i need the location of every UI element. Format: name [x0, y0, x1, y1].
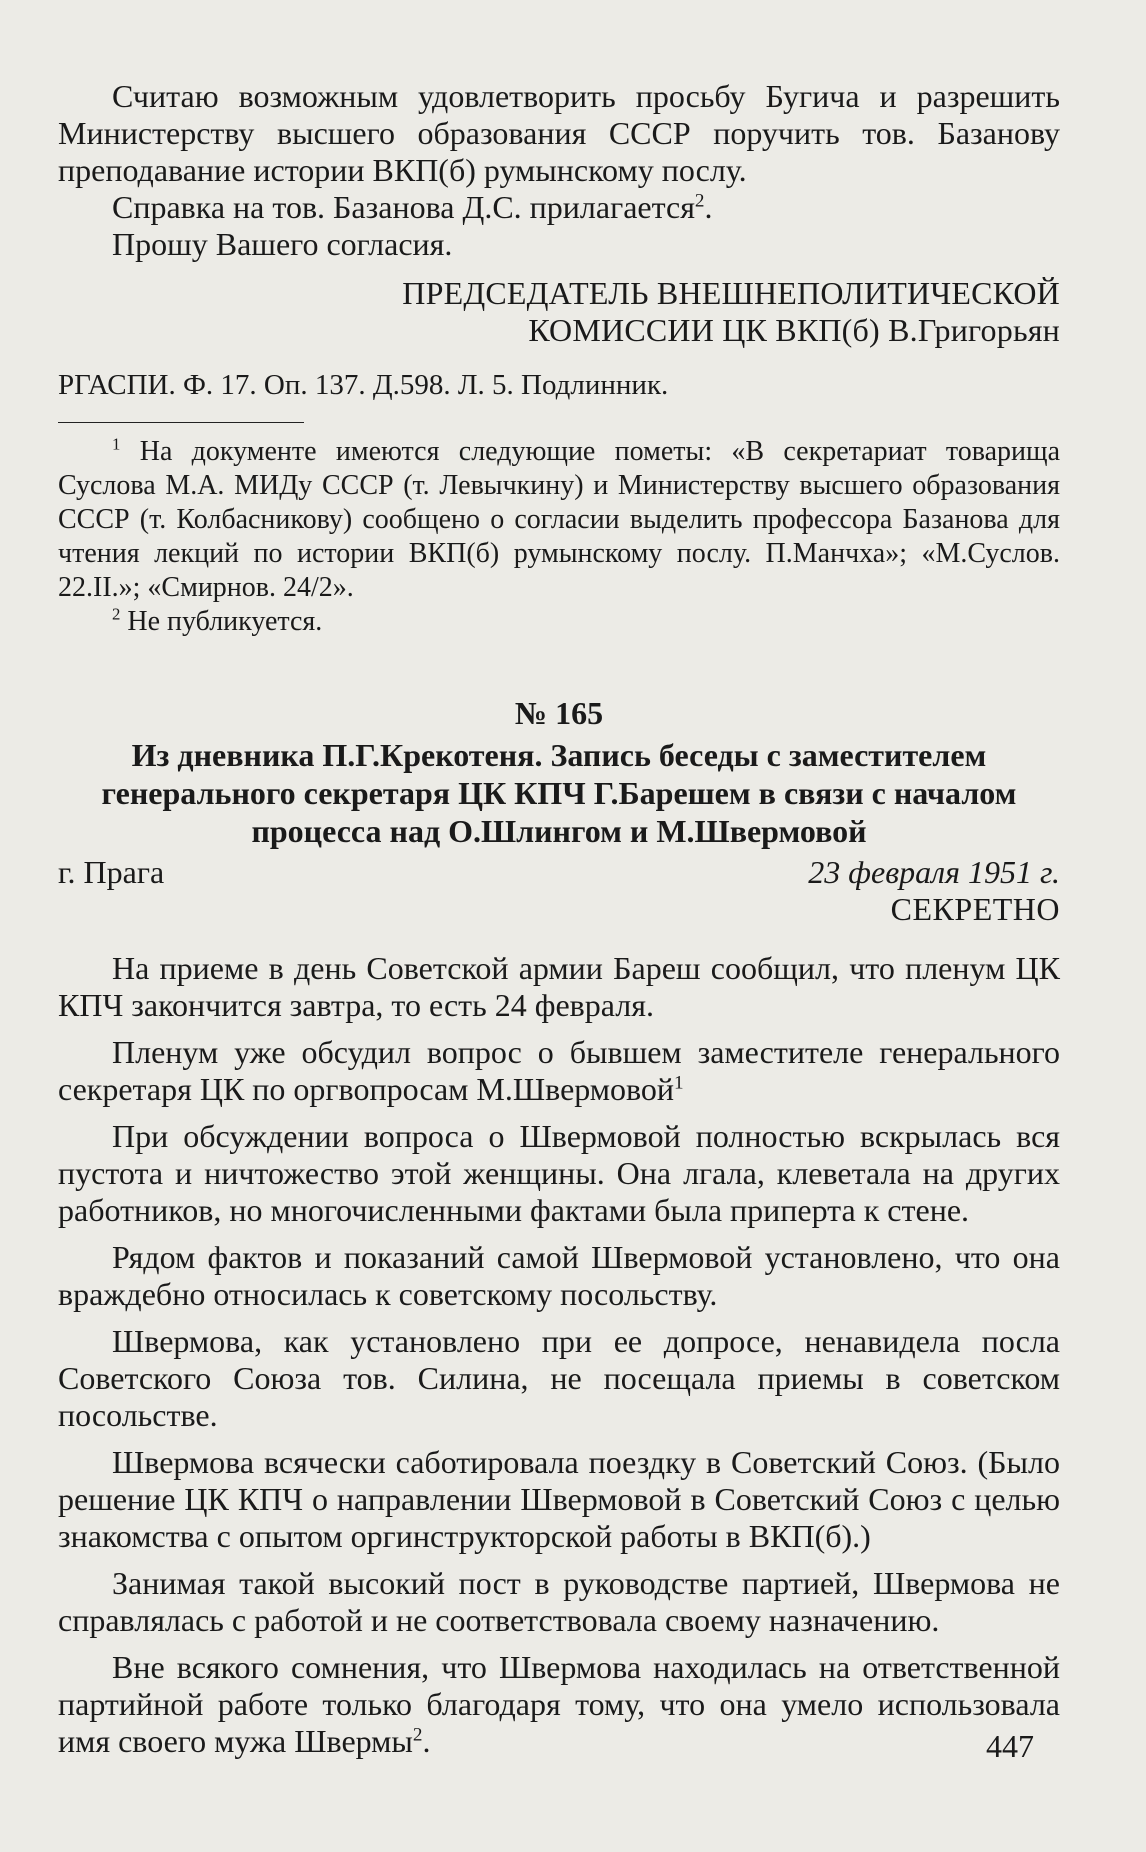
- body-paragraph: Швермова всячески саботировала поездку в Советский Союз. (Было решение ЦК КПЧ о направлении Швермовой в Советский Союз с целью знакомства с опытом оргинструкторской работы в ВКП(б).): [58, 1444, 1060, 1554]
- body-paragraph: При обсуждении вопроса о Швермовой полностью вскрылась вся пустота и ничтожество этой женщины. Она лгала, клеветала на других работников, но многочисленными фактами была приперта к стене.: [58, 1118, 1060, 1228]
- footnote-ref[interactable]: 2: [694, 190, 705, 212]
- intro-paragraph: Прошу Вашего согласия.: [112, 226, 453, 262]
- body-paragraph: Швермова, как установлено при ее допросе, ненавидела посла Советского Союза тов. Силина, не посещала приемы в советском посольстве.: [58, 1323, 1060, 1433]
- footnote-mark: 2: [112, 604, 121, 624]
- body-paragraph: Рядом фактов и показаний самой Швермовой установлено, что она враждебно относилась к советскому посольству.: [58, 1239, 1060, 1312]
- footnote-ref[interactable]: 2: [412, 1724, 423, 1746]
- page-number: 447: [986, 1728, 1034, 1764]
- footnote-divider: [58, 422, 304, 423]
- body-text: Пленум уже обсудил вопрос о бывшем заместителе генерального секретаря ЦК по оргвопросам М.Швермовой: [58, 1034, 1060, 1107]
- body-paragraph: [58, 1034, 1060, 1108]
- document-place: г. Прага: [58, 854, 165, 890]
- signature-line: КОМИССИИ ЦК ВКП(б) В.Григорьян: [528, 312, 1060, 348]
- page-text-column: [58, 78, 1060, 1770]
- document-title: Из дневника П.Г.Крекотеня. Запись беседы с заместителем генерального секретаря ЦК КПЧ Г.Барешем в связи с началом процесса над О.Шлингом и М.Швермовой: [101, 737, 1017, 849]
- signature-block: [58, 275, 1060, 349]
- document-body: [58, 950, 1060, 1760]
- footnote: [58, 605, 1060, 639]
- body-paragraph: На приеме в день Советской армии Бареш сообщил, что пленум ЦК КПЧ закончится завтра, то есть 24 февраля.: [58, 950, 1060, 1023]
- intro-paragraph: [58, 189, 1060, 226]
- body-paragraph: [58, 1649, 1060, 1760]
- classification-stamp: СЕКРЕТНО: [890, 891, 1060, 927]
- intro-paragraph: Считаю возможным удовлетворить просьбу Бугича и разрешить Министерству высшего образования СССР поручить тов. Базанову преподавание истории ВКП(б) румынскому послу.: [58, 78, 1060, 188]
- footnote-text: Не публикуется.: [127, 606, 323, 637]
- intro-text: Справка на тов. Базанова Д.С. прилагается: [112, 189, 695, 225]
- body-paragraph: Занимая такой высокий пост в руководстве партией, Швермова не справлялась с работой и не соответствовала своему назначению.: [58, 1565, 1060, 1638]
- signature-line: ПРЕДСЕДАТЕЛЬ ВНЕШНЕПОЛИТИЧЕСКОЙ: [402, 275, 1060, 311]
- body-text-end: .: [422, 1723, 431, 1759]
- footnote-mark: 1: [112, 434, 121, 454]
- footnote-text: На документе имеются следующие пометы: «В секретариат товарища Суслова М.А. МИДу СССР (т. Левычкину) и Министерству высшего образования СССР (т. Колбасникову) сообщено о согласии выделить профессора Базанова для чтения лекций по истории ВКП(б) румынскому послу. П.Манчха»; «М.Суслов. 22.II.»; «Смирнов. 24/2».: [58, 436, 1060, 603]
- footnote-ref[interactable]: 1: [674, 1072, 684, 1094]
- body-text: Вне всякого сомнения, что Швермова находилась на ответственной партийной работе только благодаря тому, что она умело использовала имя своего мужа Швермы: [58, 1649, 1060, 1759]
- intro-text-end: .: [704, 189, 713, 225]
- place-date-line: [58, 854, 1060, 891]
- archive-source: РГАСПИ. Ф. 17. Оп. 137. Д.598. Л. 5. Подлинник.: [58, 369, 669, 401]
- document-date: 23 февраля 1951 г.: [808, 854, 1060, 890]
- document-number: № 165: [514, 695, 604, 731]
- footnote: [58, 435, 1060, 605]
